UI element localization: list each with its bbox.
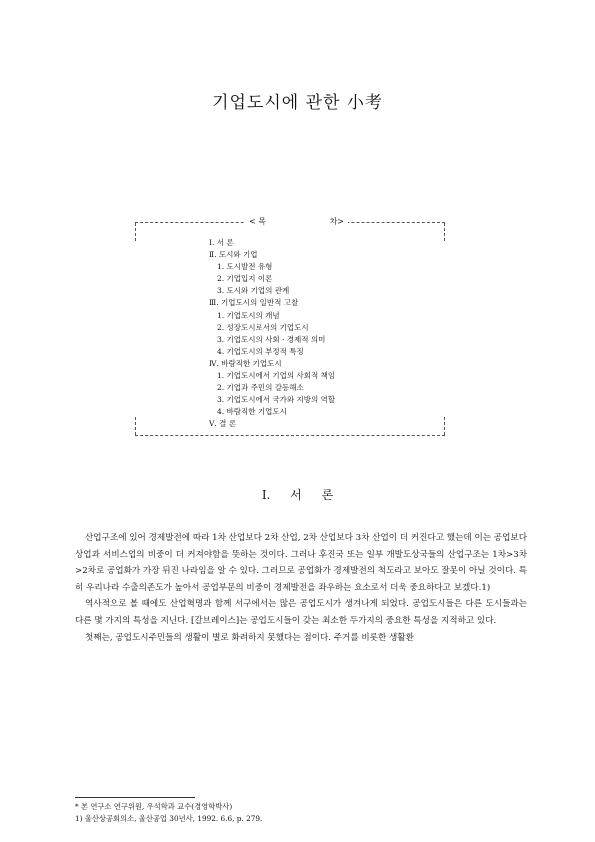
toc-item: 1. 기업도시에서 기업의 사회적 책임 — [217, 371, 336, 381]
toc-item: Ⅴ. 결 론 — [209, 419, 237, 429]
toc-item: 4. 기업도시의 부정적 특징 — [217, 346, 304, 356]
toc-item: Ⅲ. 기업도시의 일반적 고찰 — [209, 298, 299, 308]
toc-heading-left: < 목 — [249, 217, 266, 226]
toc-item: Ⅰ. 서 론 — [209, 238, 234, 247]
page-title: 기업도시에 관한 小考 — [212, 93, 383, 113]
toc-border-right-top — [444, 223, 445, 241]
toc-item: Ⅳ. 바람직한 기업도시 — [209, 358, 282, 368]
toc-item: 3. 기업도시에서 국가와 지방의 역할 — [217, 395, 336, 405]
toc-border-right-bottom — [444, 417, 445, 435]
section-heading: Ⅰ. 서 론 — [261, 488, 334, 502]
toc-item: 2. 성장도시로서의 기업도시 — [217, 322, 309, 332]
footnote-author: * 본 연구소 연구위원, 우석학과 교수(경영학박사) — [75, 802, 233, 811]
toc-item: 3. 기업도시의 사회 · 경제적 의미 — [217, 334, 326, 344]
toc-item: 2. 기업입지 이론 — [217, 274, 273, 284]
paragraph-2: 역사적으로 볼 때에도 산업혁명과 함께 서구에서는 많은 공업도시가 생겨나게 되었다. 공업도시들은 다른 도시들과는 다른 몇 가지의 특성을 지닌다. [갈브레이스]는 공업도시들이 갖는 최소한 두가지의 중요한 특성을 지적하고 있다. — [75, 599, 527, 626]
toc-item: 3. 도시와 기업의 관계 — [217, 286, 290, 296]
footnote-1: 1) 울산상공회의소, 울산공업 30년사, 1992. 6.6, p. 279. — [75, 813, 263, 823]
toc-heading — [245, 216, 348, 227]
toc-item: 2. 기업과 주민의 갈등해소 — [217, 383, 304, 393]
toc-heading-right: 차> — [329, 217, 344, 226]
toc-item: 1. 기업도시의 개념 — [217, 310, 280, 320]
table-of-contents — [135, 217, 445, 436]
paragraph-1: 산업구조에 있어 경제발전에 따라 1차 산업보다 2차 산업, 2차 산업보다 3차 산업이 더 커진다고 했는데 이는 공업보다 상업과 서비스업의 비중이 더 커져야함을 뜻하는 것이다. 그러나 후진국 또는 일부 개발도상국들의 산업구조는 1차>3차>2차로 공업화가 가장 뒤진 나라임을 알 수 있다. 그러므로 공업화가 경제발전의 척도라고 보아도 잘못이 아닐 것이다. 특히 우리나라 수출의존도가 높아서 공업부문의 비중이 경제발전을 좌우하는 요소로서 더욱 중요하다고 보겠다.1) — [75, 533, 528, 593]
footnote-divider — [75, 797, 195, 798]
body-text — [75, 530, 527, 646]
toc-item: Ⅱ. 도시와 기업 — [209, 250, 258, 260]
paragraph-3: 첫째는, 공업도시주민들의 생활이 별로 화려하지 못했다는 점이다. 주거를 비롯한 생활환 — [85, 632, 414, 643]
toc-list — [209, 237, 335, 431]
toc-item: 4. 바람직한 기업도시 — [217, 407, 287, 417]
toc-item: 1. 도시발전 유형 — [217, 262, 273, 272]
toc-border-left-top — [135, 223, 136, 241]
footnotes — [75, 801, 262, 824]
toc-border-left-bottom — [135, 417, 136, 435]
